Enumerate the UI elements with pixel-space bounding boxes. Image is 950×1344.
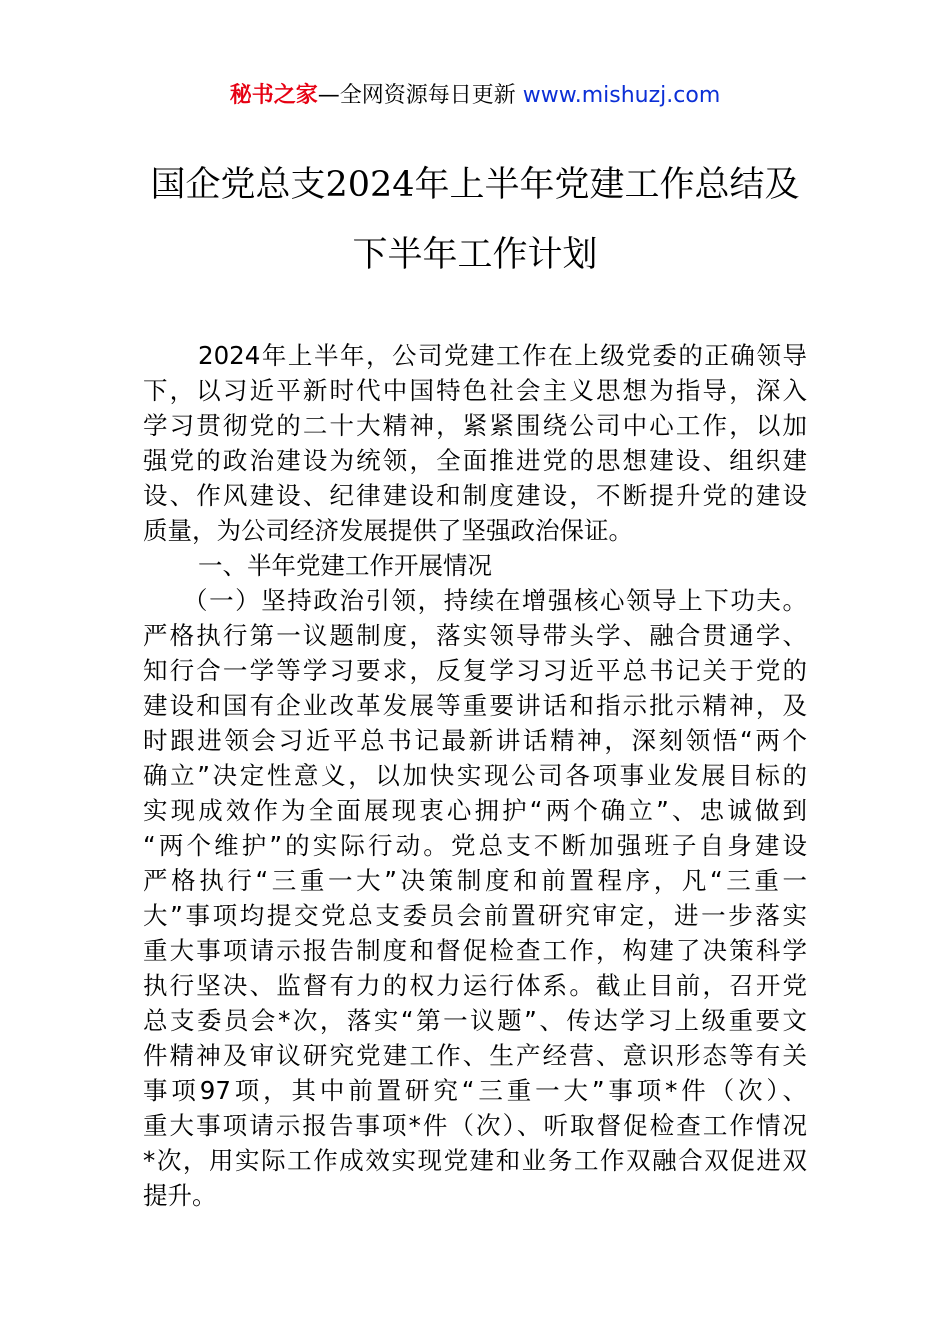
subsection-heading: （一）坚持政治引领，持续在增强核心领导上下功夫。 <box>183 586 807 615</box>
body-line: 执行坚决、监督有力的权力运行体系。截止目前，召开党 <box>143 971 807 1000</box>
body-line: 总支委员会*次，落实“第一议题”、传达学习上级重要文 <box>143 1006 807 1035</box>
body-line: 建设和国有企业改革发展等重要讲话和指示批示精神，及 <box>143 691 807 720</box>
body-line: 学习贯彻党的二十大精神，紧紧围绕公司中心工作，以加 <box>143 411 807 440</box>
body-line: “两个维护”的实际行动。党总支不断加强班子自身建设 <box>143 831 807 860</box>
body-line: 重大事项请示报告事项*件（次）、听取督促检查工作情况 <box>143 1111 807 1140</box>
body-line: 严格执行第一议题制度，落实领导带头学、融合贯通学、 <box>143 621 807 650</box>
site-url-link[interactable]: www.mishuzj.com <box>522 83 721 108</box>
body-line: 事项97项，其中前置研究“三重一大”事项*件（次）、 <box>143 1076 807 1105</box>
title-line-2: 下半年工作计划 <box>352 235 598 275</box>
site-header <box>0 80 950 112</box>
document-body <box>143 338 807 1213</box>
site-tagline: —全网资源每日更新 <box>317 83 523 108</box>
body-line: 严格执行“三重一大”决策制度和前置程序，凡“三重一 <box>143 866 807 895</box>
body-line: 质量，为公司经济发展提供了坚强政治保证。 <box>143 516 633 545</box>
title-line-1: 国企党总支2024年上半年党建工作总结及 <box>150 165 800 205</box>
body-line: 设、作风建设、纪律建设和制度建设，不断提升党的建设 <box>143 481 807 510</box>
body-line: 确立”决定性意义，以加快实现公司各项事业发展目标的 <box>143 761 807 790</box>
section-heading: 一、半年党建工作开展情况 <box>198 551 492 580</box>
body-line: 重大事项请示报告制度和督促检查工作，构建了决策科学 <box>143 936 807 965</box>
body-line: *次，用实际工作成效实现党建和业务工作双融合双促进双 <box>143 1146 807 1175</box>
body-line: 知行合一学等学习要求，反复学习习近平总书记关于党的 <box>143 656 807 685</box>
body-line: 实现成效作为全面展现衷心拥护“两个确立”、忠诚做到 <box>143 796 807 825</box>
body-line: 时跟进领会习近平总书记最新讲话精神，深刻领悟“两个 <box>143 726 807 755</box>
body-line: 提升。 <box>143 1181 217 1210</box>
body-line: 件精神及审议研究党建工作、生产经营、意识形态等有关 <box>143 1041 807 1070</box>
document-title <box>0 150 950 290</box>
body-line: 强党的政治建设为统领，全面推进党的思想建设、组织建 <box>143 446 807 475</box>
body-line: 下，以习近平新时代中国特色社会主义思想为指导，深入 <box>143 376 807 405</box>
body-line: 大”事项均提交党总支委员会前置研究审定，进一步落实 <box>143 901 807 930</box>
site-brand: 秘书之家 <box>229 83 318 108</box>
body-line: 2024年上半年，公司党建工作在上级党委的正确领导 <box>198 341 807 370</box>
